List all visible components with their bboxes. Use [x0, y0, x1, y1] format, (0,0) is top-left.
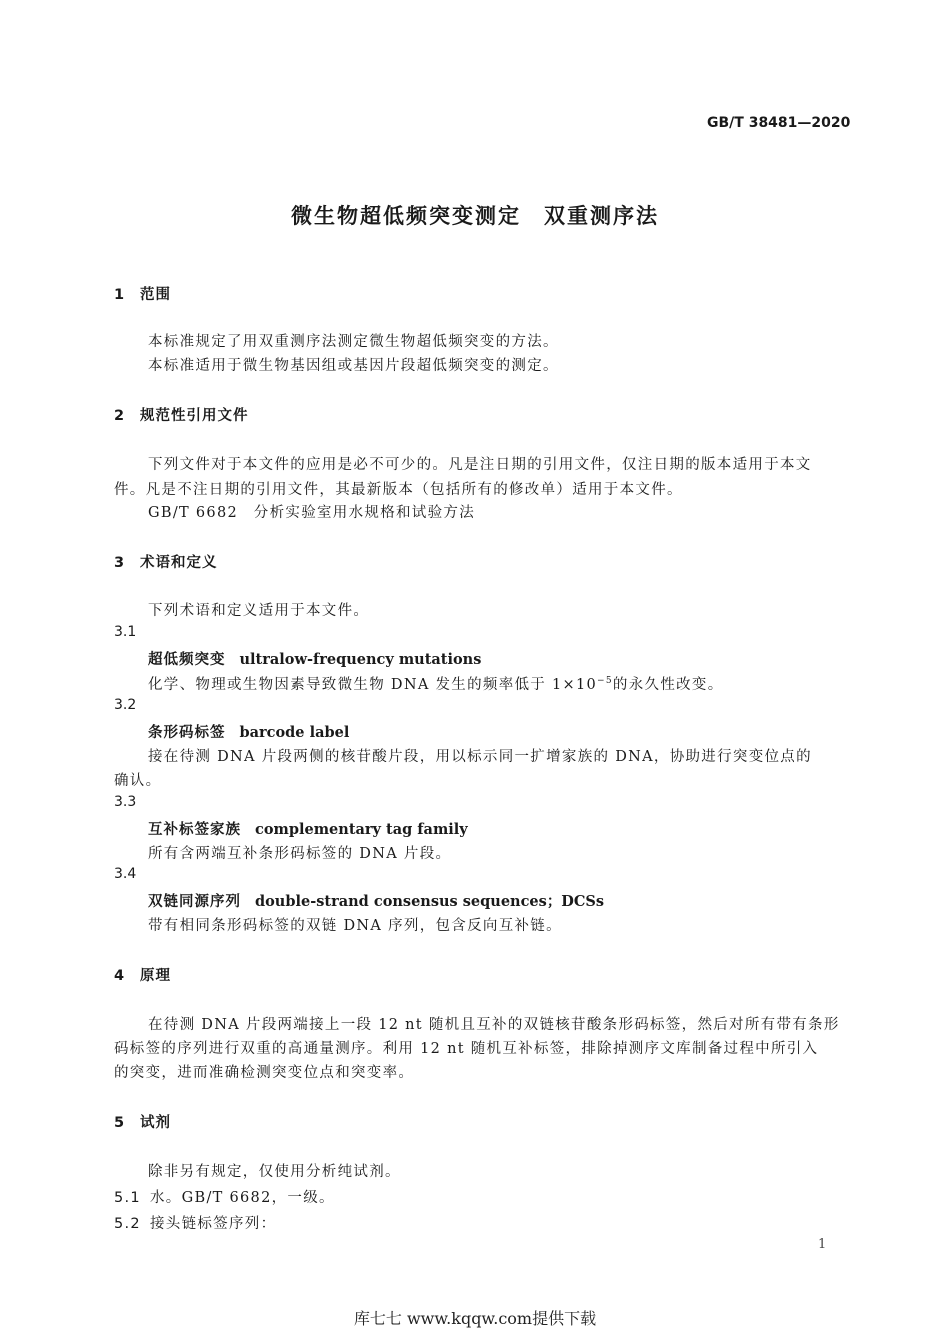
paragraph: 码标签的序列进行双重的高通量测序。利用 12 nt 随机互补标签，排除掉测序文库制备过程中所引入 [114, 1041, 819, 1057]
definition-text: 的永久性改变。 [612, 677, 724, 693]
paragraph: 下列术语和定义适用于本文件。 [148, 603, 370, 619]
section-number: 1 [114, 287, 126, 303]
term-chinese: 超低频突变 [148, 652, 226, 668]
term-number: 3.1 [114, 624, 137, 640]
paragraph: 在待测 DNA 片段两端接上一段 12 nt 随机且互补的双链核苷酸条形码标签，然后对所有带有条形 [148, 1017, 840, 1033]
footer-download-note: 库七七 www.kqqw.com提供下载 [353, 1309, 597, 1328]
subclause [114, 1212, 276, 1233]
section-number: 2 [114, 408, 126, 424]
page-number: 1 [818, 1237, 827, 1252]
term-chinese: 互补标签家族 [148, 822, 241, 838]
section-2-heading [114, 404, 249, 425]
subclause [114, 1186, 335, 1207]
term-definition: 确认。 [114, 773, 162, 789]
term-definition: 接在待测 DNA 片段两侧的核苷酸片段，用以标示同一扩增家族的 DNA，协助进行突变位点的 [148, 749, 812, 765]
term-definition: 带有相同条形码标签的双链 DNA 序列，包含反向互补链。 [148, 918, 562, 934]
section-5-heading [114, 1111, 171, 1132]
paragraph: 除非另有规定，仅使用分析纯试剂。 [148, 1164, 401, 1180]
page-title: 微生物超低频突变测定 双重测序法 [291, 204, 659, 228]
term-heading [148, 890, 604, 911]
section-number: 4 [114, 968, 126, 984]
section-title: 范围 [140, 287, 171, 303]
term-english: complementary tag family [255, 821, 468, 838]
term-heading [148, 648, 481, 669]
term-english: barcode label [239, 724, 350, 741]
term-definition [148, 673, 724, 694]
paragraph: 下列文件对于本文件的应用是必不可少的。凡是注日期的引用文件，仅注日期的版本适用于本文 [148, 457, 812, 473]
paragraph: 的突变，进而准确检测突变位点和突变率。 [114, 1065, 415, 1081]
normative-reference: GB/T 6682 分析实验室用水规格和试验方法 [148, 505, 476, 521]
exponent: −5 [597, 676, 613, 687]
paragraph: 本标准规定了用双重测序法测定微生物超低频突变的方法。 [148, 334, 559, 350]
section-number: 3 [114, 555, 126, 571]
subclause-text: 接头链标签序列： [150, 1216, 277, 1232]
standard-number: GB/T 38481—2020 [707, 115, 851, 131]
paragraph: 件。凡是不注日期的引用文件，其最新版本（包括所有的修改单）适用于本文件。 [114, 482, 683, 498]
subclause-number: 5.2 [114, 1216, 141, 1232]
term-number: 3.4 [114, 866, 137, 882]
section-title: 原理 [140, 968, 171, 984]
section-title: 规范性引用文件 [140, 408, 249, 424]
term-definition: 所有含两端互补条形码标签的 DNA 片段。 [148, 846, 452, 862]
section-number: 5 [114, 1115, 126, 1131]
definition-text: 化学、物理或生物因素导致微生物 DNA 发生的频率低于 1×10 [148, 677, 598, 693]
term-chinese: 条形码标签 [148, 725, 226, 741]
term-english: ultralow-frequency mutations [239, 651, 482, 668]
term-heading [148, 818, 468, 839]
section-title: 试剂 [140, 1115, 171, 1131]
term-heading [148, 721, 349, 742]
section-4-heading [114, 964, 171, 985]
paragraph: 本标准适用于微生物基因组或基因片段超低频突变的测定。 [148, 358, 559, 374]
subclause-number: 5.1 [114, 1190, 141, 1206]
section-3-heading [114, 551, 218, 572]
term-chinese: 双链同源序列 [148, 894, 241, 910]
term-number: 3.2 [114, 697, 137, 713]
section-1-heading [114, 283, 171, 304]
term-english: double-strand consensus sequences；DCSs [255, 893, 605, 910]
term-number: 3.3 [114, 794, 137, 810]
section-title: 术语和定义 [140, 555, 218, 571]
subclause-text: 水。GB/T 6682，一级。 [150, 1190, 335, 1206]
